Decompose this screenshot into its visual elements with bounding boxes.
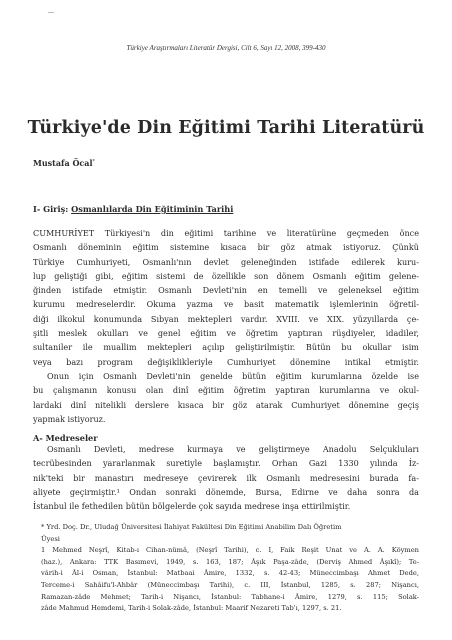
footnote-1-line: zâde Mahmud Hemdemi, Tarih-i Solak-zâde, İstanbul: Maarif Nezareti Tab'ı, 1297, s. 21.: [41, 604, 342, 613]
footnote-1-line: (haz.), Ankara: TTK Basımevi, 1949, s. 163, 187; Âşık Paşa-zâde, (Derviş Ahmed Âşıkî); Te-: [41, 557, 419, 566]
paragraph-line: kurumu medreselerdir. Okuma yazma ve basit matematik işlemlerinin öğretil-: [33, 299, 419, 310]
section-heading-intro: [33, 204, 233, 214]
paragraph-line: lardaki dinî nitelikli derslere kısaca bir göz atarak Cumhuriyet dönemine geçiş: [33, 399, 419, 410]
paragraph-line: yapmak istiyoruz.: [33, 413, 106, 424]
footnote-1-line: Terceme-i Sahâifu'l-Ahbâr (Müneccimbaşı Tarihi), c. III, İstanbul, 1285, s. 287; Nişancı,: [41, 580, 419, 589]
paragraph-line: Onun için Osmanlı Devleti'nin genelde bütün eğitim kurumlarına özelde ise: [47, 370, 419, 381]
paragraph-line: CUMHURİYET Türkiyesi'n din eğitimi tarihine ve literatürüne geçmeden önce: [33, 228, 419, 238]
paragraph-line: diği ilkokul konumunda Sıbyan mektepleri vardır. XVIII. ve XIX. yüzyıllarda çe-: [33, 313, 419, 324]
article-title: Türkiye'de Din Eğitimi Tarihi Literatürü: [27, 118, 425, 138]
paragraph-line: sultaniler ile muallim mektepleri açılıp geliştirilmiştir. Bütün bu okullar isim: [33, 342, 419, 353]
paragraph-line: şitli meslek okulları ve genel eğitim ve öğretim yaptıran rüşdiyeler, idadiler,: [33, 328, 419, 339]
footnotes: [33, 522, 419, 615]
footnote-affiliation-line: * Yrd. Doç. Dr., Uludağ Üniversitesi İlahiyat Fakültesi Din Eğitimi Anabilim Dalı Öğretim: [41, 523, 342, 531]
footnote-1-line: Ramazan-zâde Mehmet; Tarih-i Nişancı, İstanbul: Tabhane-i Âmire, 1279, s. 115; Solak-: [41, 592, 419, 601]
paragraph-line: Türkiye Cumhuriyeti, Osmanlı'nın devlet geleneğinden istifade edilerek kuru-: [33, 256, 419, 267]
author-line: [33, 158, 95, 168]
footnote-1-line: vârih-i Âl-i Osman, İstanbul: Matbaai Âmire, 1332, s. 42-43; Müneccimbaşı Ahmet Dede,: [41, 569, 419, 578]
footnote-affiliation-line: Üyesi: [41, 534, 60, 543]
author-name: Mustafa Öcal: [33, 158, 93, 168]
running-head: Türkiye Araştırmaları Literatür Dergisi, Cilt 6, Sayı 12, 2008, 399-430: [126, 44, 326, 52]
paragraph-line: Osmanlı döneminin eğitim sistemine kısaca bir göz atmak istiyoruz. Çünkü: [33, 242, 419, 253]
paragraph-line: aliyete geçirmiştir.¹ Ondan sonraki dönemde, Bursa, Edirne ve daha sonra da: [33, 486, 419, 497]
paragraph-line: lup geliştiği gibi, eğitim sistemi de özellikle son dönem Osmanlı eğitim gelene-: [33, 270, 419, 281]
intro-paragraph: [33, 226, 419, 426]
section-heading-prefix: I- Giriş:: [33, 204, 72, 214]
author-footnote-mark: *: [92, 158, 96, 165]
paragraph-line: İstanbul ile fethedilen bütün bölgelerde çok sayıda medrese inşa ettirilmiştir.: [33, 501, 351, 512]
section-heading-medreseler: A- Medreseler: [33, 433, 98, 443]
medreseler-paragraph: [33, 442, 419, 513]
paragraph-line: bu çalışmanın konusu olan dinî eğitim öğretim yaptıran kurumlarına ve okul-: [33, 385, 419, 396]
paragraph-line: tecrübesinden yararlanmak suretiyle başlamıştır. Orhan Gazi 1330 yılında İz-: [33, 458, 419, 469]
section-heading-underlined: Osmanlılarda Din Eğitiminin Tarihi: [71, 204, 234, 214]
paragraph-line: Osmanlı Devleti, medrese kurmaya ve geliştirmeye Anadolu Selçukluları: [47, 444, 419, 454]
scan-mark: [48, 12, 54, 13]
paragraph-line: ğinden istifade etmiştir. Osmanlı Devleti'nin en temelli ve geleneksel eğitim: [33, 285, 419, 296]
paragraph-line: nik'teki bir manastırı medreseye çevirerek ilk Osmanlı medresesini burada fa-: [33, 472, 419, 483]
paragraph-line: veya bazı program değişiklikleriyle Cumhuriyet dönemine intikal etmiştir.: [33, 356, 419, 367]
footnote-1-line: 1 Mehmed Neşrî, Kitab-ı Cihan-nümâ, (Neşrî Tarihi), c. I, Faik Reşit Unat ve A. A. Köymen: [41, 546, 419, 555]
